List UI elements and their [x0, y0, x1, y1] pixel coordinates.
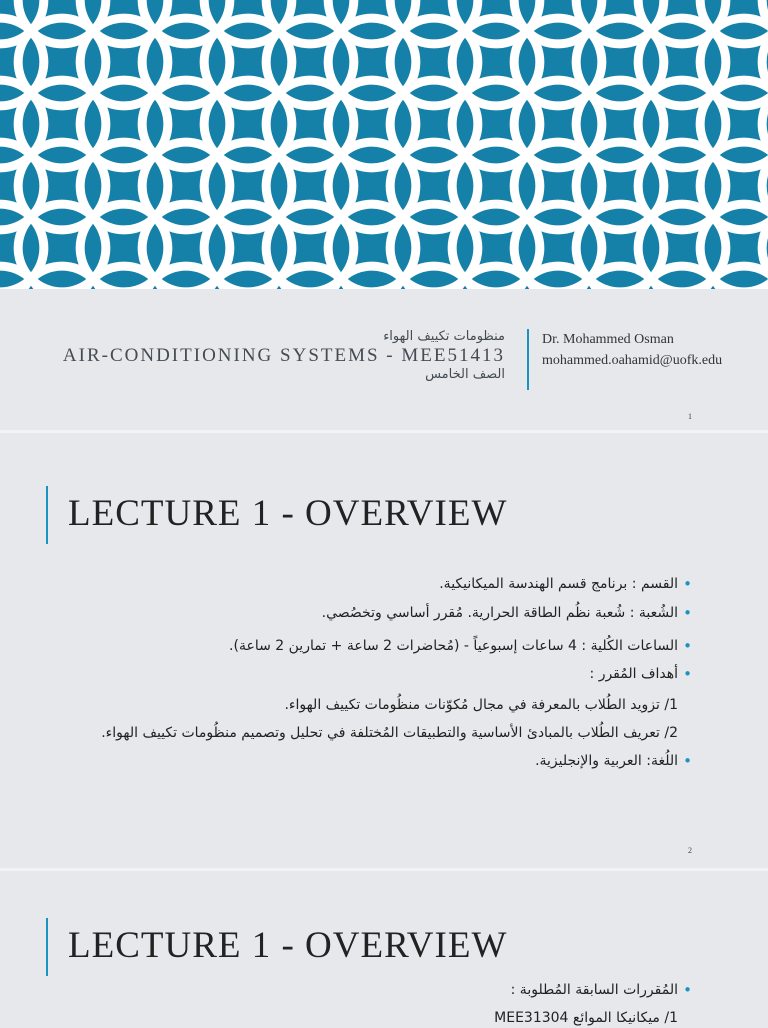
cover-slide [0, 289, 768, 430]
arabic-class-label: الصف الخامس [425, 367, 505, 382]
lecture-title: LECTURE 1 - OVERVIEW [68, 925, 508, 966]
title-divider [527, 329, 529, 390]
overview-bullet-list [78, 574, 678, 771]
author-name: Dr. Mohammed Osman [542, 332, 674, 347]
list-item: • القسم : برنامج قسم الهندسة الميكانيكية. [78, 574, 678, 594]
overview-slide-continued [0, 870, 768, 1024]
cover-pattern-background [0, 0, 768, 289]
page-number: 2 [688, 846, 692, 855]
list-item: • الساعات الكُلية : 4 ساعات إسبوعياً - (مُحاضرات 2 ساعة + تمارين 2 ساعة). [78, 636, 678, 656]
lecture-title: LECTURE 1 - OVERVIEW [68, 493, 508, 534]
list-item: • اللُغة: العربية والإنجليزية. [78, 751, 678, 771]
list-item: 1/ تزويد الطُلاب بالمعرفة في مجال مُكوّنات منظُومات تكييف الهواء. [284, 697, 678, 713]
lecture-title-bar [46, 486, 48, 544]
list-item: • أهداف المُقرر : [78, 664, 678, 684]
list-item: 2/ تعريف الطُلاب بالمبادئ الأساسية والتطبيقات المُختلفة في تحليل وتصميم منظُومات تكييف الهواء. [101, 725, 678, 741]
list-item: • المُقررات السابقة المُطلوبة : [78, 980, 678, 1000]
overview-slide [0, 432, 768, 855]
prerequisite-bullet-list [78, 980, 678, 1028]
page-number: 1 [688, 412, 692, 421]
author-email[interactable]: mohammed.oahamid@uofk.edu [542, 353, 723, 368]
arabic-course-title: منظومات تكييف الهواء [383, 329, 505, 344]
list-item: • الشُعبة : شُعبة نظُم الطاقة الحرارية. مُقرر أساسي وتخصُصي. [78, 603, 678, 623]
cover-title-block [63, 329, 505, 383]
list-item: 1/ ميكانيكا الموائع MEE31304 [494, 1010, 678, 1026]
course-title: AIR-CONDITIONING SYSTEMS - MEE51413 [62, 345, 505, 366]
circle-lattice-pattern [0, 0, 768, 289]
author-block [542, 329, 722, 371]
lecture-title-bar [46, 918, 48, 976]
